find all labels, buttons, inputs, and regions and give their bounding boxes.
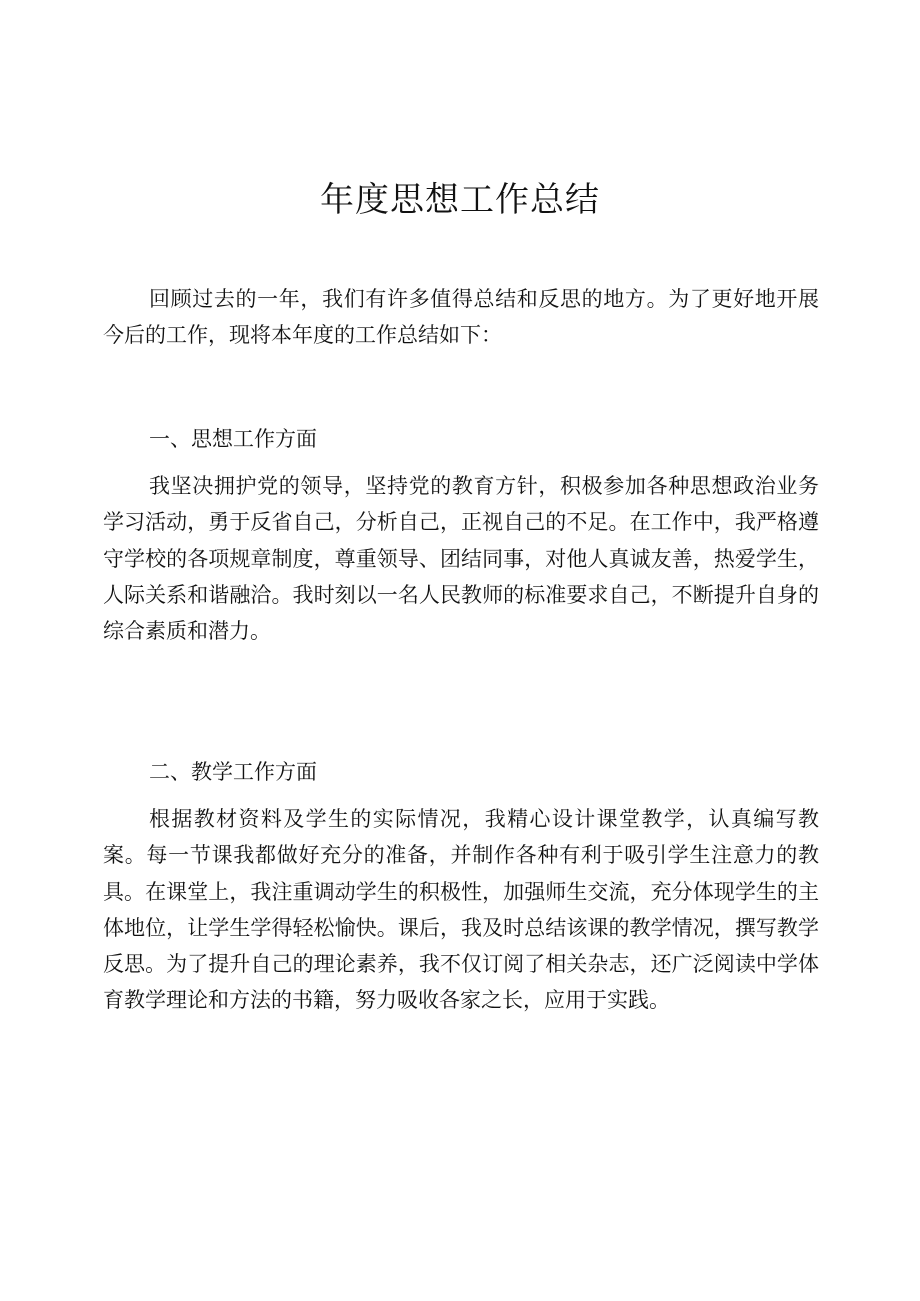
document-title: 年度思想工作总结 xyxy=(320,180,600,220)
section-body-ideology: 我坚决拥护党的领导，坚持党的教育方针，积极参加各种思想政治业务学习活动，勇于反省自己，分析自己，正视自己的不足。在工作中，我严格遵守学校的各项规章制度，尊重领导、团结同事，对他人真诚友善，热爱学生，人际关系和谐融洽。我时刻以一名人民教师的标准要求自己，不断提升自身的综合素质和潜力。 xyxy=(103,474,819,644)
section-heading-ideology: 一、思想工作方面 xyxy=(149,427,317,451)
intro-paragraph: 回顾过去的一年，我们有许多值得总结和反思的地方。为了更好地开展今后的工作，现将本年度的工作总结如下： xyxy=(103,287,819,348)
section-body-teaching: 根据教材资料及学生的实际情况，我精心设计课堂教学，认真编写教案。每一节课我都做好充分的准备，并制作各种有利于吸引学生注意力的教具。在课堂上，我注重调动学生的积极性，加强师生交流，充分体现学生的主体地位，让学生学得轻松愉快。课后，我及时总结该课的教学情况，撰写教学反思。为了提升自己的理论素养，我不仅订阅了相关杂志，还广泛阅读中学体育教学理论和方法的书籍，努力吸收各家之长，应用于实践。 xyxy=(103,807,819,1013)
section-heading-teaching: 二、教学工作方面 xyxy=(149,760,317,784)
